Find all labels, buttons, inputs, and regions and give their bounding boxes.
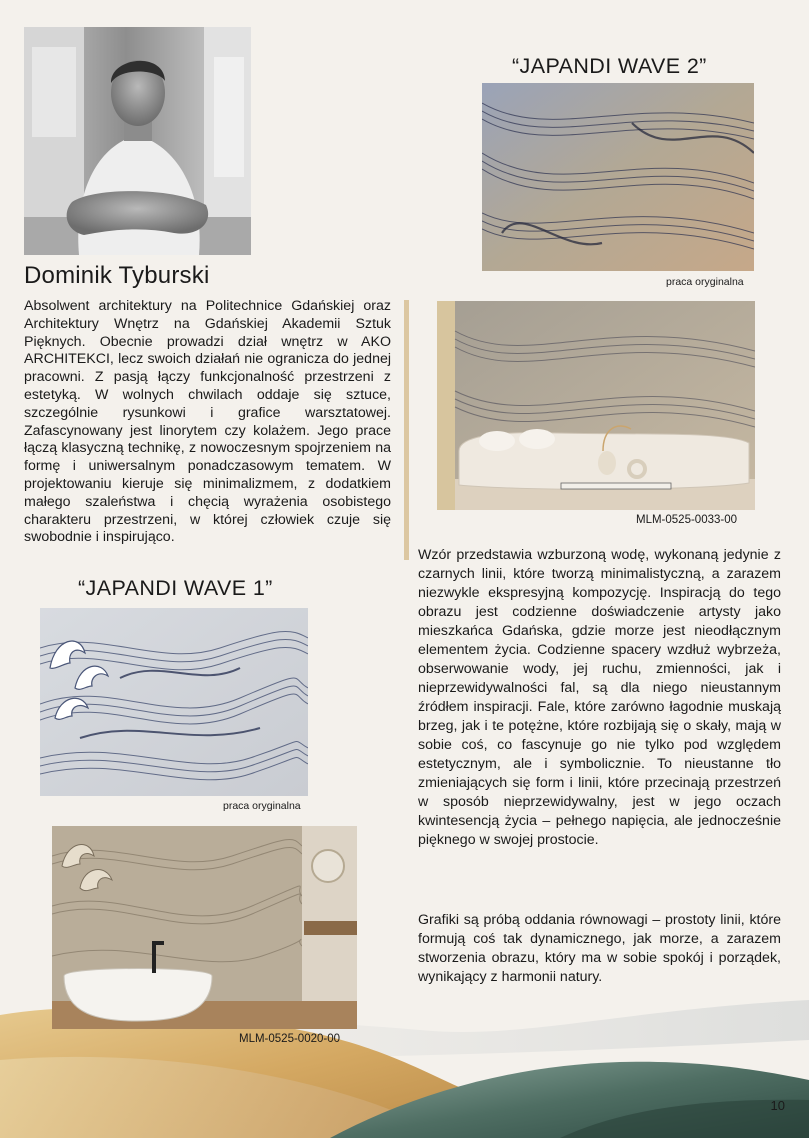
wave1-original-caption: praca oryginalna	[223, 800, 301, 812]
description-paragraph-2: Grafiki są próbą oddania równowagi – prostoty linii, które formują coś tak dynamicznego, jak morze, a zarazem stworzenia obrazu, który ma w sobie spokój i porządek, wynikający z harmonii natury.	[418, 912, 781, 985]
author-bio: Absolwent architektury na Politechnice Gdańskiej oraz Architektury Wnętrz na Gdańskiej Akademii Sztuk Pięknych. Obecnie prowadzi dział wnętrz w AKO ARCHITEKCI, lecz swoich działań nie ogranicza do jednej pracowni. Z pasją łączy funkcjonalność przestrzeni z estetyką. W wolnych chwilach oddaje się sztuce, szczególnie rysunkowi i grafice warsztatowej. Zafascynowany jest linorytem czy kolażem. Jego prace łączą klasyczną technikę, z nowoczesnym spojrzeniem na formę i uniwersalnym ponadczasowym tematem. W projektowaniu kieruje się minimalizmem, z dodatkiem małego szaleństwa i chęcią wyrażenia osobistego charakteru przestrzeni, w której człowiek czuje się swobodnie i inspirująco.	[24, 298, 391, 546]
wave2-title: “JAPANDI WAVE 2”	[512, 54, 707, 78]
wave2-original-artwork	[482, 83, 754, 271]
description-paragraph-1: Wzór przedstawia wzburzoną wodę, wykonaną jedynie z czarnych linii, które tworzą minimalistyczną, a zarazem niezwykle ekspresyjną kompozycję. Inspiracją do tego obrazu jest codzienne doświadczenie artysty jako mieszkańca Gdańska, gdzie morze jest nieodłącznym elementem życia. Codzienne spacery wzdłuż wybrzeża, obserwowanie wody, jej ruchu, zmienności, jak i nieprzewidywalności fal, są dla niego nieustannym źródłem inspiracji. Fale, które zarówno łagodnie muskają brzeg, jak i te potężne, które rozbijają się o skały, mają w sobie coś, co fascynuje go nie tylko pod względem estetycznym, ale i symbolicznie. To nieustanne tło zmieniających się form i linii, które przecinają przestrzeń w sposób nieprzewidywalny, jest w jego oczach kwintesencją życia – pełnego napięcia, ale jednocześnie pięknego w swojej prostocie.	[418, 547, 781, 848]
author-name: Dominik Tyburski	[24, 262, 210, 289]
wave2-interior-visualization	[437, 301, 755, 510]
page-number: 10	[770, 1098, 785, 1113]
wave2-product-code: MLM-0525-0033-00	[636, 514, 738, 526]
wave1-interior-visualization	[52, 826, 357, 1029]
wave1-product-code: MLM-0525-0020-00	[239, 1033, 341, 1045]
wave1-original-artwork	[40, 608, 308, 796]
wave1-title: “JAPANDI WAVE 1”	[78, 576, 273, 600]
author-portrait	[24, 27, 251, 255]
wave2-original-caption: praca oryginalna	[666, 276, 744, 288]
